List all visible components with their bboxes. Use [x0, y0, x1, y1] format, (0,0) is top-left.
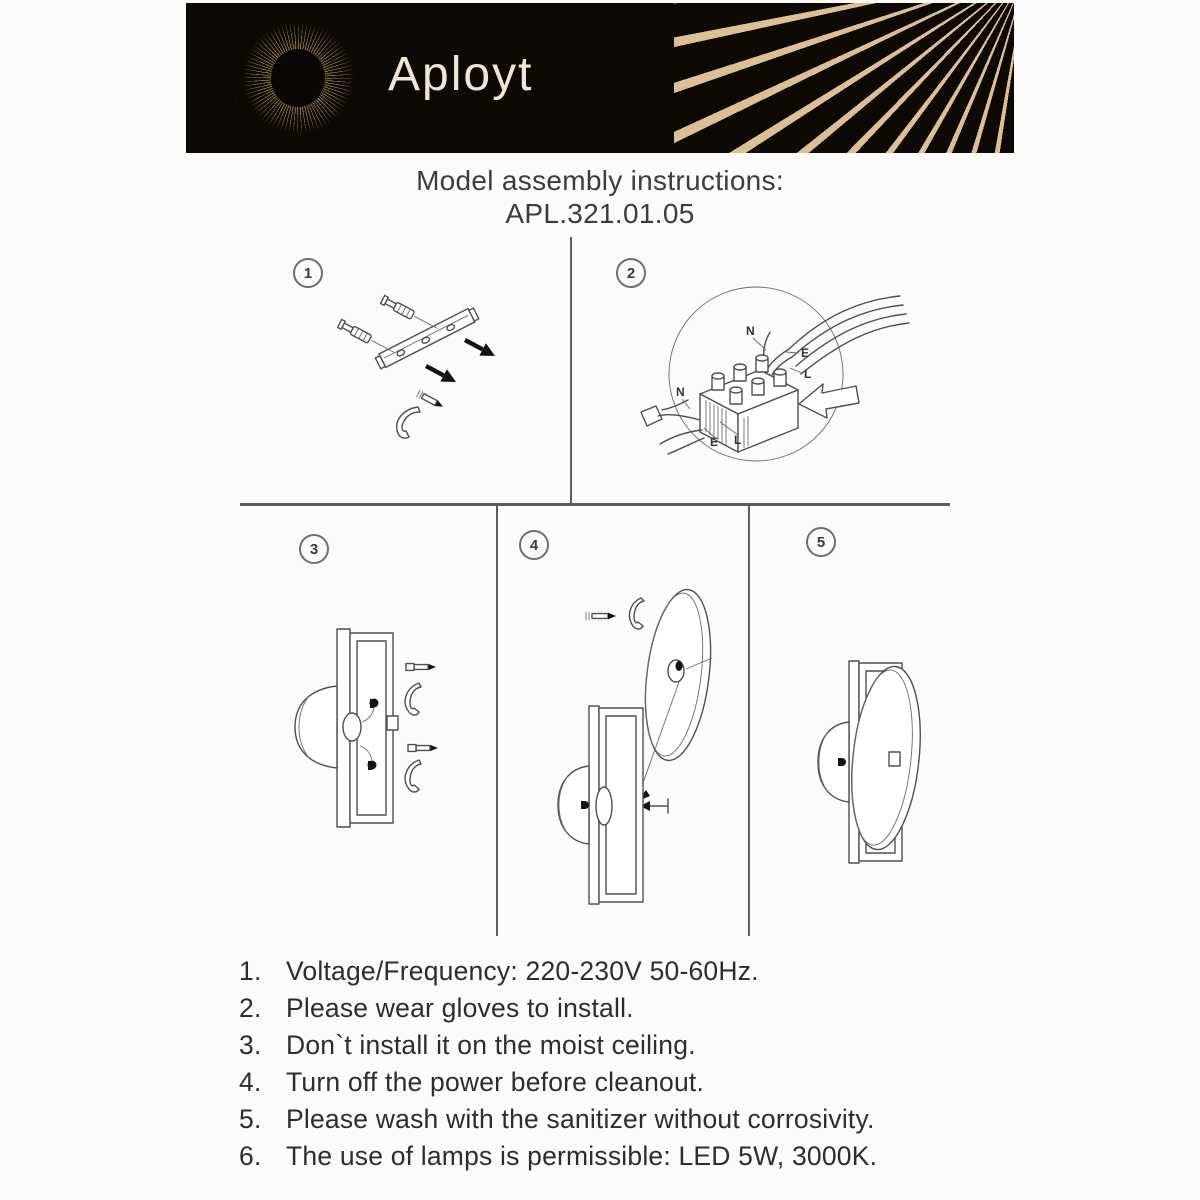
push-arrow-icon [462, 334, 499, 362]
wire-label-n-top: N [746, 324, 755, 338]
disc-attach-diagram [545, 560, 755, 935]
item-number: 3. [239, 1030, 262, 1060]
side-mount-diagram [275, 560, 500, 935]
instruction-item [239, 953, 999, 990]
item-text: Please wash with the sanitizer without corrosivity. [286, 1104, 875, 1134]
push-arrow-icon [423, 360, 460, 388]
step-number: 3 [309, 540, 319, 558]
instruction-list [239, 953, 999, 1175]
wiring-terminal-diagram [595, 262, 955, 500]
instruction-item [239, 990, 999, 1027]
item-number: 4. [239, 1067, 262, 1097]
wire-label-l-bottom: L [734, 433, 742, 447]
step-number: 1 [303, 264, 313, 282]
corner-rays-icon [674, 3, 1014, 153]
direction-arrow-icon [799, 384, 859, 418]
step-badge-4 [519, 530, 549, 560]
assembled-lamp-diagram [795, 560, 1005, 935]
step-number: 5 [816, 533, 826, 551]
brand-banner [186, 3, 1014, 153]
bracket-anchors-diagram [260, 250, 580, 465]
brand-name: Aployt [388, 48, 534, 101]
step-number: 2 [626, 264, 636, 282]
item-text: Don`t install it on the moist ceiling. [286, 1030, 696, 1060]
item-text: Turn off the power before cleanout. [286, 1067, 705, 1097]
item-number: 2. [239, 993, 262, 1023]
instruction-item [239, 1101, 999, 1138]
wire-label-e-top: E [801, 346, 810, 360]
instruction-item [239, 1138, 999, 1175]
item-number: 1. [239, 956, 262, 986]
item-number: 5. [239, 1104, 262, 1134]
wire-label-l-top: L [804, 367, 812, 381]
title-block [0, 164, 1200, 230]
wire-label-e-bottom: E [710, 435, 719, 449]
instruction-item [239, 1064, 999, 1101]
step-number: 4 [529, 536, 539, 554]
divider-horizontal [240, 503, 950, 506]
item-text: Voltage/Frequency: 220-230V 50-60Hz. [286, 956, 759, 986]
step-badge-5 [806, 527, 836, 557]
instruction-item [239, 1027, 999, 1064]
item-number: 6. [239, 1141, 262, 1171]
starburst-core [271, 49, 325, 107]
starburst-logo-icon [232, 12, 364, 144]
wire-label-n-bottom: N [676, 385, 685, 399]
item-text: Please wear gloves to install. [286, 993, 634, 1023]
item-text: The use of lamps is permissible: LED 5W, 3000K. [286, 1141, 878, 1171]
model-number: APL.321.01.05 [505, 198, 695, 229]
page-title: Model assembly instructions: [416, 165, 784, 196]
